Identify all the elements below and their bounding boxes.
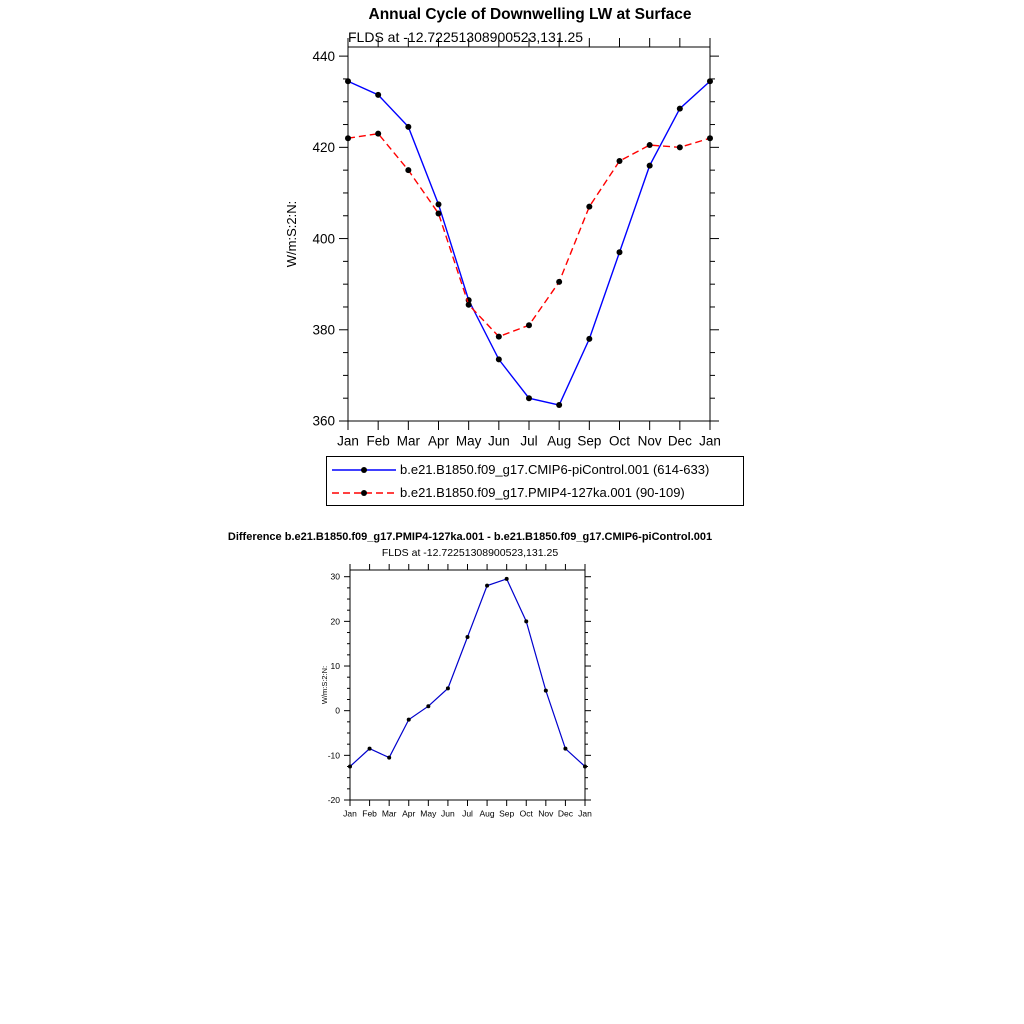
annual-cycle-legend: [326, 456, 744, 506]
svg-text:May: May: [455, 433, 482, 449]
difference-title: Difference b.e21.B1850.f09_g17.PMIP4-127ka.001 - b.e21.B1850.f09_g17.CMIP6-piControl.001: [227, 531, 713, 543]
svg-text:Jul: Jul: [520, 433, 538, 449]
svg-text:Dec: Dec: [667, 433, 692, 449]
svg-text:Jan: Jan: [578, 808, 592, 819]
svg-text:Oct: Oct: [608, 433, 631, 449]
difference-subtitle: FLDS at -12.72251308900523,131.25: [381, 547, 559, 559]
svg-text:Feb: Feb: [366, 433, 390, 449]
svg-text:Feb: Feb: [362, 808, 377, 819]
svg-text:-10: -10: [327, 750, 340, 761]
svg-text:Jun: Jun: [441, 808, 455, 819]
svg-text:Oct: Oct: [519, 808, 533, 819]
legend-line-solid-icon: [330, 459, 400, 481]
svg-text:Aug: Aug: [547, 433, 572, 449]
svg-text:0: 0: [335, 705, 340, 716]
difference-plot: [320, 558, 610, 824]
svg-text:Jan: Jan: [337, 433, 359, 449]
svg-text:Nov: Nov: [637, 433, 662, 449]
svg-text:W/m:S:2:N:: W/m:S:2:N:: [320, 665, 329, 705]
legend-label-pmip4: b.e21.B1850.f09_g17.PMIP4-127ka.001 (90-109): [400, 485, 685, 500]
annual-cycle-title: Annual Cycle of Downwelling LW at Surface: [368, 6, 692, 23]
legend-item-picontrol: [330, 458, 740, 481]
svg-text:Sep: Sep: [577, 433, 602, 449]
svg-text:20: 20: [330, 616, 340, 627]
svg-text:Nov: Nov: [538, 808, 554, 819]
svg-text:W/m:S:2:N:: W/m:S:2:N:: [284, 200, 299, 268]
svg-text:Jan: Jan: [343, 808, 357, 819]
svg-text:Sep: Sep: [499, 808, 515, 819]
svg-text:30: 30: [330, 571, 340, 582]
svg-text:Dec: Dec: [557, 808, 573, 819]
svg-text:-20: -20: [327, 794, 340, 805]
svg-text:400: 400: [312, 231, 335, 247]
svg-text:Jan: Jan: [699, 433, 721, 449]
legend-label-picontrol: b.e21.B1850.f09_g17.CMIP6-piControl.001 (614-633): [400, 462, 710, 477]
svg-text:360: 360: [312, 413, 335, 429]
svg-text:May: May: [420, 808, 437, 819]
svg-text:420: 420: [312, 140, 335, 156]
legend-item-pmip4: [330, 481, 740, 504]
svg-text:Apr: Apr: [427, 433, 450, 449]
svg-text:Jul: Jul: [462, 808, 473, 819]
svg-text:380: 380: [312, 322, 335, 338]
legend-line-dashed-icon: [330, 482, 400, 504]
svg-text:Mar: Mar: [381, 808, 397, 819]
annual-cycle-subtitle: FLDS at -12.72251308900523,131.25: [348, 29, 584, 45]
svg-text:Aug: Aug: [479, 808, 495, 819]
svg-text:Mar: Mar: [396, 433, 420, 449]
svg-text:10: 10: [330, 660, 340, 671]
svg-text:440: 440: [312, 48, 335, 64]
svg-text:Apr: Apr: [402, 808, 416, 819]
svg-text:Jun: Jun: [487, 433, 510, 449]
annual-cycle-plot: [280, 36, 760, 460]
